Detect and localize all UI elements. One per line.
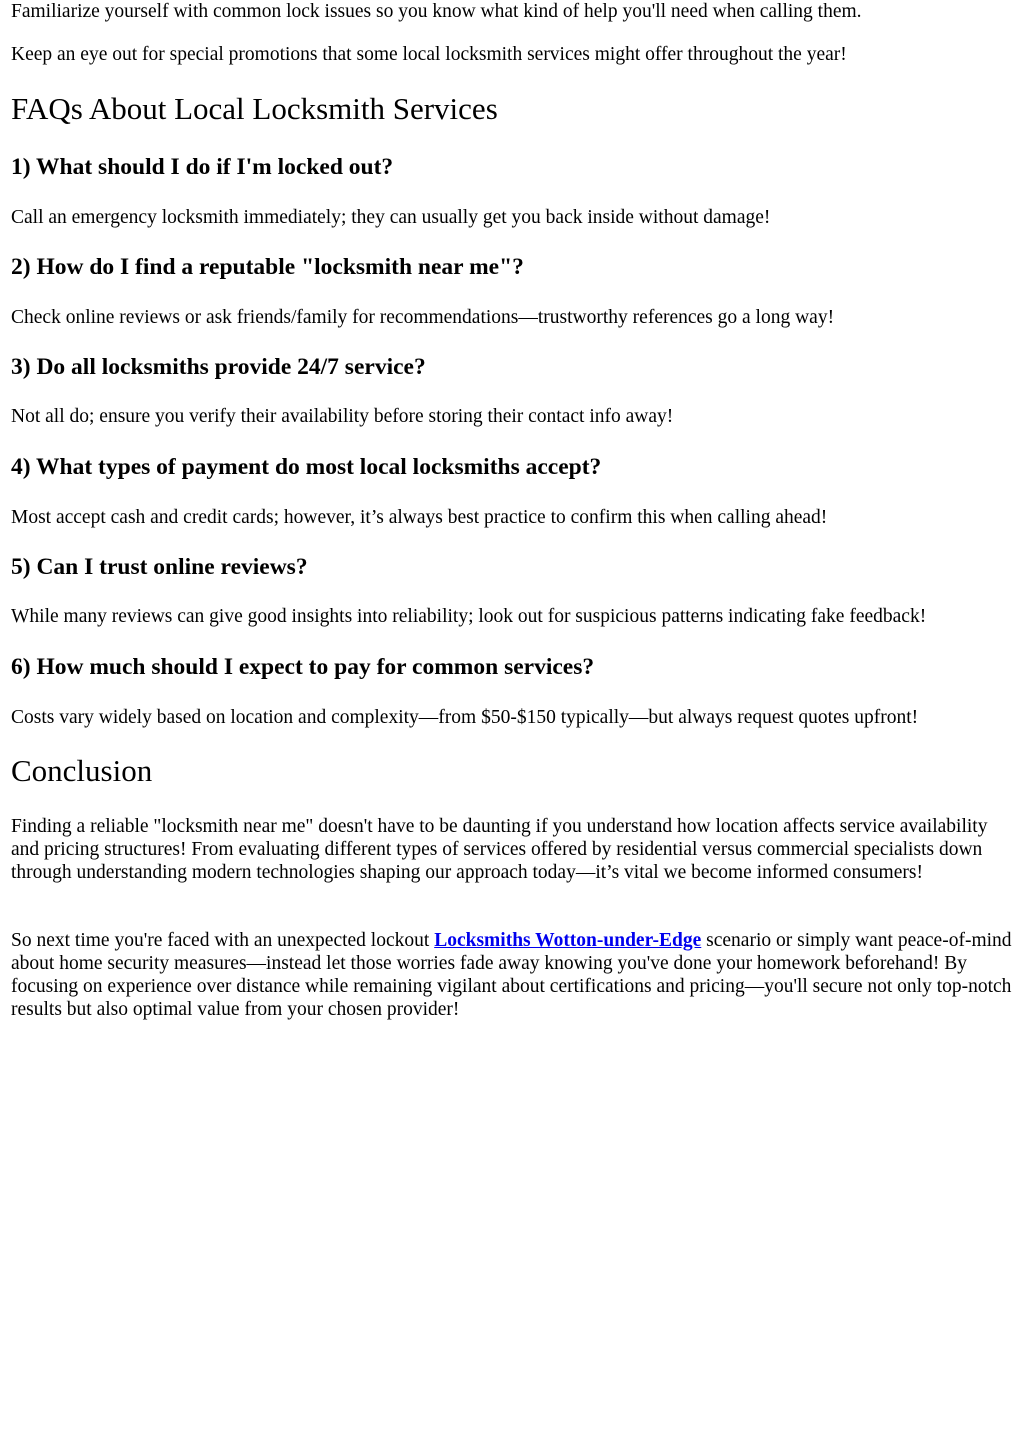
faq-answer-1: Call an emergency locksmith immediately; they can usually get you back inside without damage!	[11, 207, 771, 228]
faq-question-5: 5) Can I trust online reviews?	[11, 554, 308, 580]
conclusion-heading: Conclusion	[11, 753, 153, 788]
faqs-heading: FAQs About Local Locksmith Services	[11, 91, 498, 126]
faq-answer-6: Costs vary widely based on location and complexity—from $50-$150 typically—but always request quotes upfront!	[11, 707, 919, 728]
faq-question-1: 1) What should I do if I'm locked out?	[11, 154, 394, 180]
faq-answer-2: Check online reviews or ask friends/family for recommendations—trustworthy references go a long way!	[11, 307, 835, 328]
faq-answer-3: Not all do; ensure you verify their availability before storing their contact info away!	[11, 406, 674, 427]
faq-question-4: 4) What types of payment do most local locksmiths accept?	[11, 454, 602, 480]
faq-answer-4: Most accept cash and credit cards; however, it’s always best practice to confirm this when calling ahead!	[11, 507, 828, 528]
locksmiths-wotton-under-edge-link[interactable]: Locksmiths Wotton-under-Edge	[434, 930, 702, 951]
faq-answer-5: While many reviews can give good insights into reliability; look out for suspicious patterns indicating fake feedback!	[11, 606, 927, 627]
conclusion-text-after-link: scenario or simply want peace-of-mind about home security measures—instead let those worries fade away knowing you've done your homework beforehand! By focusing on experience over distance while remaining vigilant about certifications and pricing—you'll secure not only top-notch results but also optimal value from your chosen provider!	[11, 930, 1012, 1020]
conclusion-text-before-link: So next time you're faced with an unexpected lockout	[11, 930, 435, 951]
intro-paragraph-1: Familiarize yourself with common lock issues so you know what kind of help you'll need when calling them.	[11, 1, 862, 22]
faq-question-3: 3) Do all locksmiths provide 24/7 service?	[11, 354, 426, 380]
conclusion-paragraph-2	[11, 929, 1013, 1021]
conclusion-paragraph-1: Finding a reliable "locksmith near me" doesn't have to be daunting if you understand how location affects service availability and pricing structures! From evaluating different types of services offered by residential versus commercial specialists down through understanding modern technologies shaping our approach today—it’s vital we become informed consumers!	[11, 816, 988, 883]
intro-paragraph-2: Keep an eye out for special promotions that some local locksmith services might offer throughout the year!	[11, 44, 847, 65]
faq-question-6: 6) How much should I expect to pay for common services?	[11, 654, 595, 680]
faq-question-2: 2) How do I find a reputable "locksmith near me"?	[11, 254, 524, 280]
